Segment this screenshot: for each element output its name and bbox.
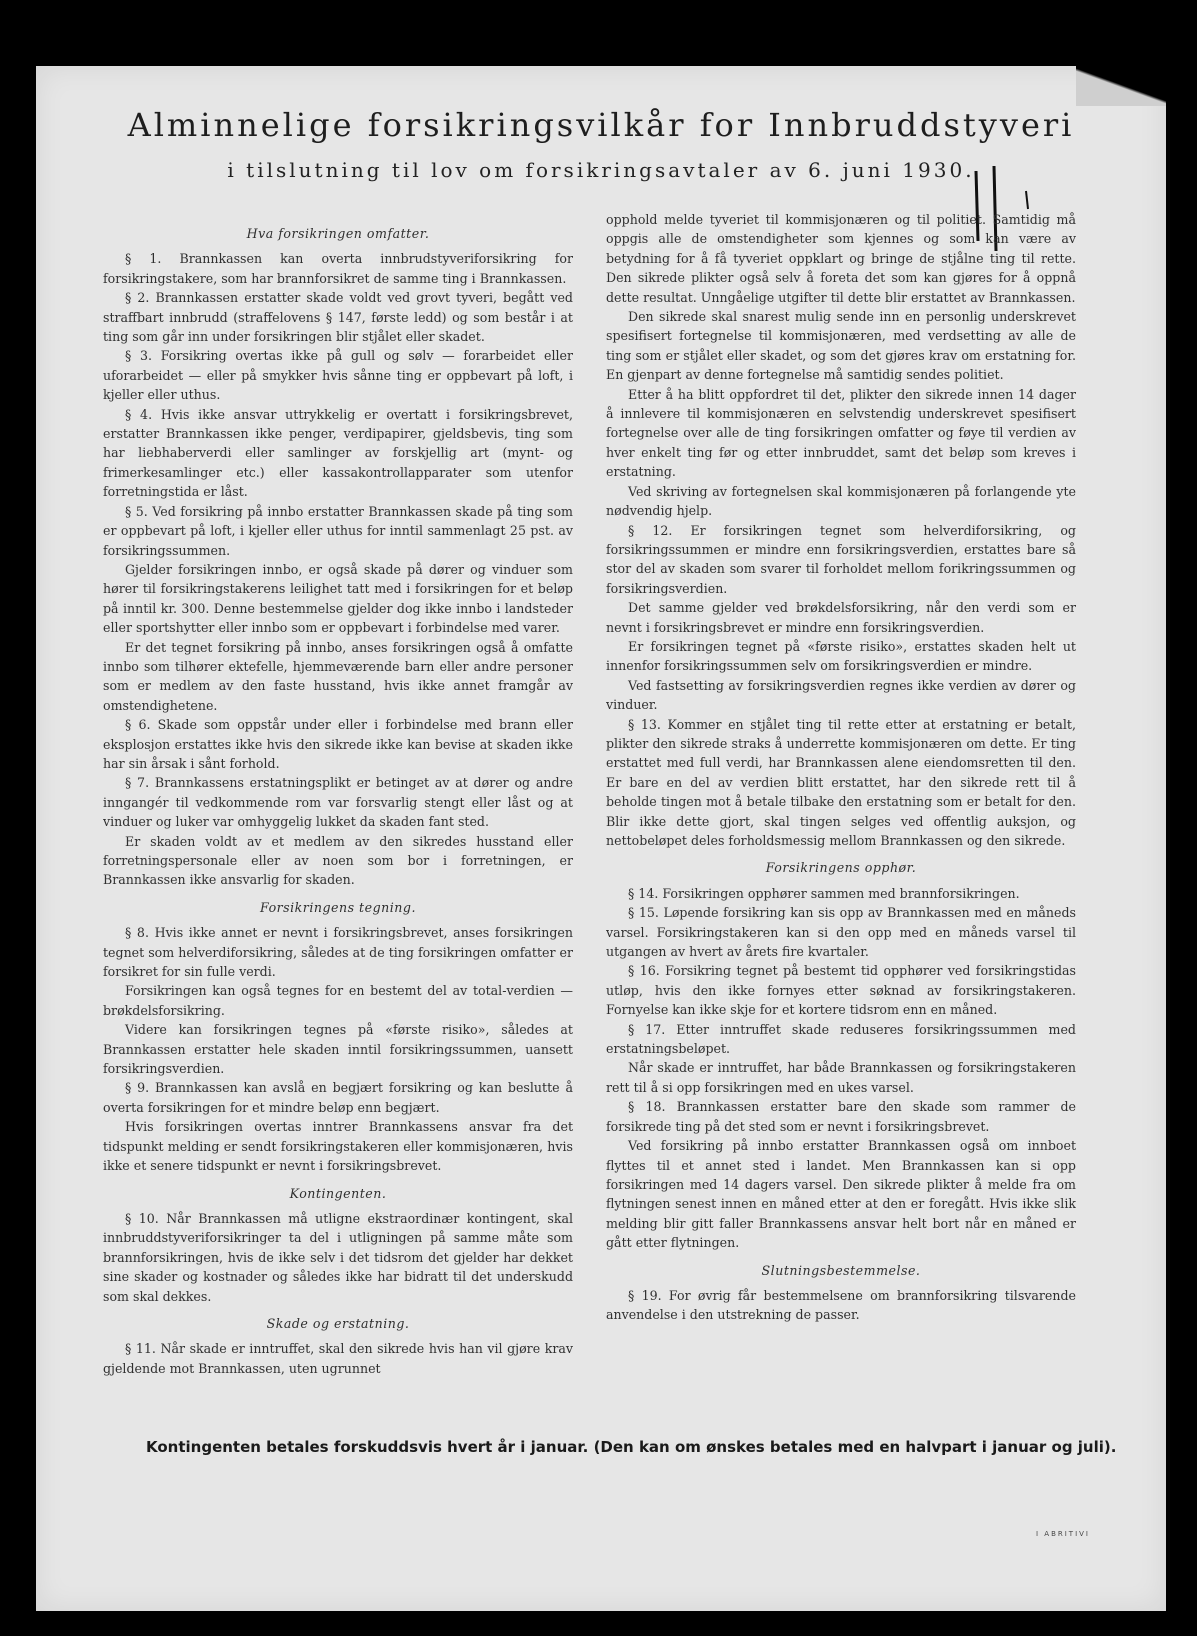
paragraph: Er forsikringen tegnet på «første risiko», erstattes skaden helt ut innenfor forsikringssummen selv om forsikringsverdien er mindre. bbox=[606, 638, 1076, 674]
section-heading: Forsikringens opphør. bbox=[765, 860, 917, 876]
section-heading: Hva forsikringen omfatter. bbox=[246, 226, 430, 241]
folded-corner bbox=[1076, 66, 1166, 106]
left-column bbox=[103, 216, 573, 1526]
paragraph: § 4. Hvis ikke ansvar uttrykkelig er overtatt i forsikringsbrevet, erstatter Brannkassen ikke penger, verdipapirer, gjeldsbevis, ting som har liebhaberverdi eller samlinger av forskjellig art (mynt- og frimerkesamlinger etc.) eller kassakontrollapparater som utenfor forretningstida er låst. bbox=[103, 406, 573, 500]
paragraph: Hvis forsikringen overtas inntrer Brannkassens ansvar fra det tidspunkt melding er sendt forsikringstakeren eller kommisjonæren, hvis ikke et senere tidspunkt er nevnt i forsikringsbrevet. bbox=[103, 1119, 573, 1174]
paragraph: Den sikrede skal snarest mulig sende inn en personlig underskrevet spesifisert fortegnelse til kommisjonæren, med verdsetting av alle de ting som er stjålet eller skadet, og som det gjøres krav om erstatning for. En gjenpart av denne fortegnelse må samtidig sendes politiet. bbox=[606, 309, 1076, 383]
paragraph: Ved fastsetting av forsikringsverdien regnes ikke verdien av dører og vinduer. bbox=[606, 677, 1076, 713]
paragraph: § 16. Forsikring tegnet på bestemt tid opphører ved forsikringstidas utløp, hvis den ikke fornyes etter søknad av forsikringstakeren. Fornyelse kan ikke skje for et kortere tidsrom enn en måned. bbox=[606, 963, 1076, 1018]
paragraph: Er skaden voldt av et medlem av den sikredes husstand eller forretningspersonale eller av noen som bor i forretningen, er Brannkassen ikke ansvarlig for skaden. bbox=[103, 833, 573, 888]
paragraph: § 13. Kommer en stjålet ting til rette etter at erstatning er betalt, plikter den sikrede straks å underrette kommisjonæren om dette. Er ting erstattet med full verdi, har Brannkassen alene eiendomsretten til den. Er bare en del av verdien blitt erstattet, har den sikrede rett til å beholde tingen mot å betale tilbake den erstatning som er betalt for den. Blir ikke dette gjort, skal tingen selges ved offentlig auksjon, og nettobeløpet deles forholdsmessig mellom Brannkassen og den sikrede. bbox=[606, 716, 1076, 848]
document-subtitle: i tilslutning til lov om forsikringsavtaler av 6. juni 1930. bbox=[227, 158, 975, 182]
printer-mark: I ABRITIVI bbox=[1035, 1530, 1090, 1538]
paragraph: § 14. Forsikringen opphører sammen med brannforsikringen. bbox=[628, 885, 1020, 901]
paragraph: § 3. Forsikring overtas ikke på gull og sølv — forarbeidet eller uforarbeidet — eller på smykker hvis sånne ting er oppbevart på loft, i kjeller eller uthus. bbox=[103, 348, 573, 403]
paragraph: Etter å ha blitt oppfordret til det, plikter den sikrede innen 14 dager å innlevere til kommisjonæren en selvstendig underskrevet spesifisert fortegnelse over alle de ting forsikringen omfatter og føye til verdien av hver enkelt ting før og etter innbruddet, samt det beløp som kreves i erstatning. bbox=[606, 386, 1076, 480]
paragraph: Når skade er inntruffet, har både Brannkassen og forsikringstakeren rett til å si opp forsikringen med en ukes varsel. bbox=[606, 1060, 1076, 1095]
paragraph: § 7. Brannkassens erstatningsplikt er betinget av at dører og andre inngangér til vedkommende rom var forsvarlig stengt eller låst og at vinduer og luker var omhyggelig lukket da skaden fant sted. bbox=[103, 775, 573, 830]
paragraph: § 1. Brannkassen kan overta innbrudstyveriforsikring for forsikringstakere, som har brannforsikret de samme ting i Brannkassen. bbox=[103, 251, 573, 286]
paragraph: Gjelder forsikringen innbo, er også skade på dører og vinduer som hører til forsikringstakerens leilighet tatt med i forsikringen for et beløp på inntil kr. 300. Denne bestemmelse gjelder dog ikke innbo i landsteder eller sportshytter eller innbo som er oppbevart i forbindelse med varer. bbox=[103, 561, 573, 636]
paragraph: § 10. Når Brannkassen må utligne ekstraordinær kontingent, skal innbruddstyveriforsikringer ta del i utligningen på samme måte som brannforsikringen, hvis de ikke selv i det tidsrom det gjelder har dekket sine skader og kostnader og således ikke har bidratt til det underskudd som skal dekkes. bbox=[103, 1210, 573, 1304]
paragraph: § 15. Løpende forsikring kan sis opp av Brannkassen med en måneds varsel. Forsikringstakeren kan si den opp med en måneds varsel til utgangen av hvert av årets fire kvartaler. bbox=[606, 905, 1076, 960]
paragraph: Videre kan forsikringen tegnes på «første risiko», således at Brannkassen erstatter hele skaden inntil forsikringssummen, uansett forsikringsverdien. bbox=[103, 1022, 573, 1077]
paragraph: § 2. Brannkassen erstatter skade voldt ved grovt tyveri, begått ved straffbart innbrudd (straffelovens § 147, første ledd) og som består i at ting som går inn under forsikringen blir stjålet eller skadet. bbox=[103, 290, 573, 345]
paragraph: opphold melde tyveriet til kommisjonæren og til politiet. Samtidig må oppgis alle de omstendigheter som kjennes og som kan være av betydning for å få tyveriet oppklart og bringe de stjålne ting til rette. Den sikrede plikter også selv å foreta det som kan gjøres for å oppnå dette resultat. Unngåelige utgifter til dette blir erstattet av Brannkassen. bbox=[606, 212, 1076, 305]
paragraph: Det samme gjelder ved brøkdelsforsikring, når den verdi som er nevnt i forsikringsbrevet er mindre enn forsikringsverdien. bbox=[606, 600, 1076, 635]
paragraph: § 11. Når skade er inntruffet, skal den sikrede hvis han vil gjøre krav gjeldende mot Brannkassen, uten ugrunnet bbox=[103, 1341, 573, 1376]
section-heading: Forsikringens tegning. bbox=[260, 899, 416, 915]
paragraph: § 19. For øvrig får bestemmelsene om brannforsikring tilsvarende anvendelse i den utstrekning de passer. bbox=[606, 1287, 1076, 1323]
paragraph: § 6. Skade som oppstår under eller i forbindelse med brann eller eksplosjon erstattes ikke hvis den sikrede ikke kan bevise at skaden ikke har sin årsak i sånt forhold. bbox=[103, 717, 573, 771]
payment-note: Kontingenten betales forskuddsvis hvert år i januar. (Den kan om ønskes betales med en halvpart i januar og juli). bbox=[146, 1438, 1117, 1456]
section-heading: Skade og erstatning. bbox=[266, 1315, 410, 1331]
section-heading: Slutningsbestemmelse. bbox=[761, 1262, 921, 1278]
right-column bbox=[606, 210, 1076, 1520]
paragraph: Er det tegnet forsikring på innbo, anses forsikringen også å omfatte innbo som tilhører ektefelle, hjemmeværende barn eller andre personer som er medlem av den faste husstand, hvis ikke annet framgår av omstendighetene. bbox=[103, 639, 573, 713]
paragraph: § 18. Brannkassen erstatter bare den skade som rammer de forsikrede ting på det sted som er nevnt i forsikringsbrevet. bbox=[606, 1099, 1076, 1134]
paragraph: § 8. Hvis ikke annet er nevnt i forsikringsbrevet, anses forsikringen tegnet som helverdiforsikring, således at de ting forsikringen omfatter er forsikret for sin fulle verdi. bbox=[103, 925, 573, 980]
paragraph: § 5. Ved forsikring på innbo erstatter Brannkassen skade på ting som er oppbevart på loft, i kjeller eller uthus for inntil sammenlagt 25 pst. av forsikringssummen. bbox=[103, 503, 573, 558]
paragraph: Forsikringen kan også tegnes for en bestemt del av total-verdien — brøkdelsforsikring. bbox=[103, 983, 573, 1018]
paragraph: § 12. Er forsikringen tegnet som helverdiforsikring, og forsikringssummen er mindre enn forsikringsverdien, erstattes bare så stor del av skaden som svarer til forholdet mellom forikringssummen og forsikringsverdien. bbox=[606, 522, 1076, 596]
paragraph: § 17. Etter inntruffet skade reduseres forsikringssummen med erstatningsbeløpet. bbox=[606, 1021, 1076, 1057]
document-title: Alminnelige forsikringsvilkår for Innbruddstyveri bbox=[127, 106, 1075, 144]
section-heading: Kontingenten. bbox=[289, 1185, 387, 1201]
paragraph: Ved skriving av fortegnelsen skal kommisjonæren på forlangende yte nødvendig hjelp. bbox=[606, 483, 1076, 519]
paragraph: Ved forsikring på innbo erstatter Brannkassen også om innboet flyttes til et annet sted i landet. Men Brannkassen kan si opp forsikringen med 14 dagers varsel. Den sikrede plikter å melde fra om flytningen senest innen en måned etter at den er foregått. Hvis ikke slik melding blir gitt faller Brannkassens ansvar helt bort når en måned er gått etter flytningen. bbox=[606, 1138, 1076, 1251]
document-page bbox=[36, 66, 1166, 1611]
paragraph: § 9. Brannkassen kan avslå en begjært forsikring og kan beslutte å overta forsikringen for et mindre beløp enn begjært. bbox=[103, 1080, 573, 1115]
